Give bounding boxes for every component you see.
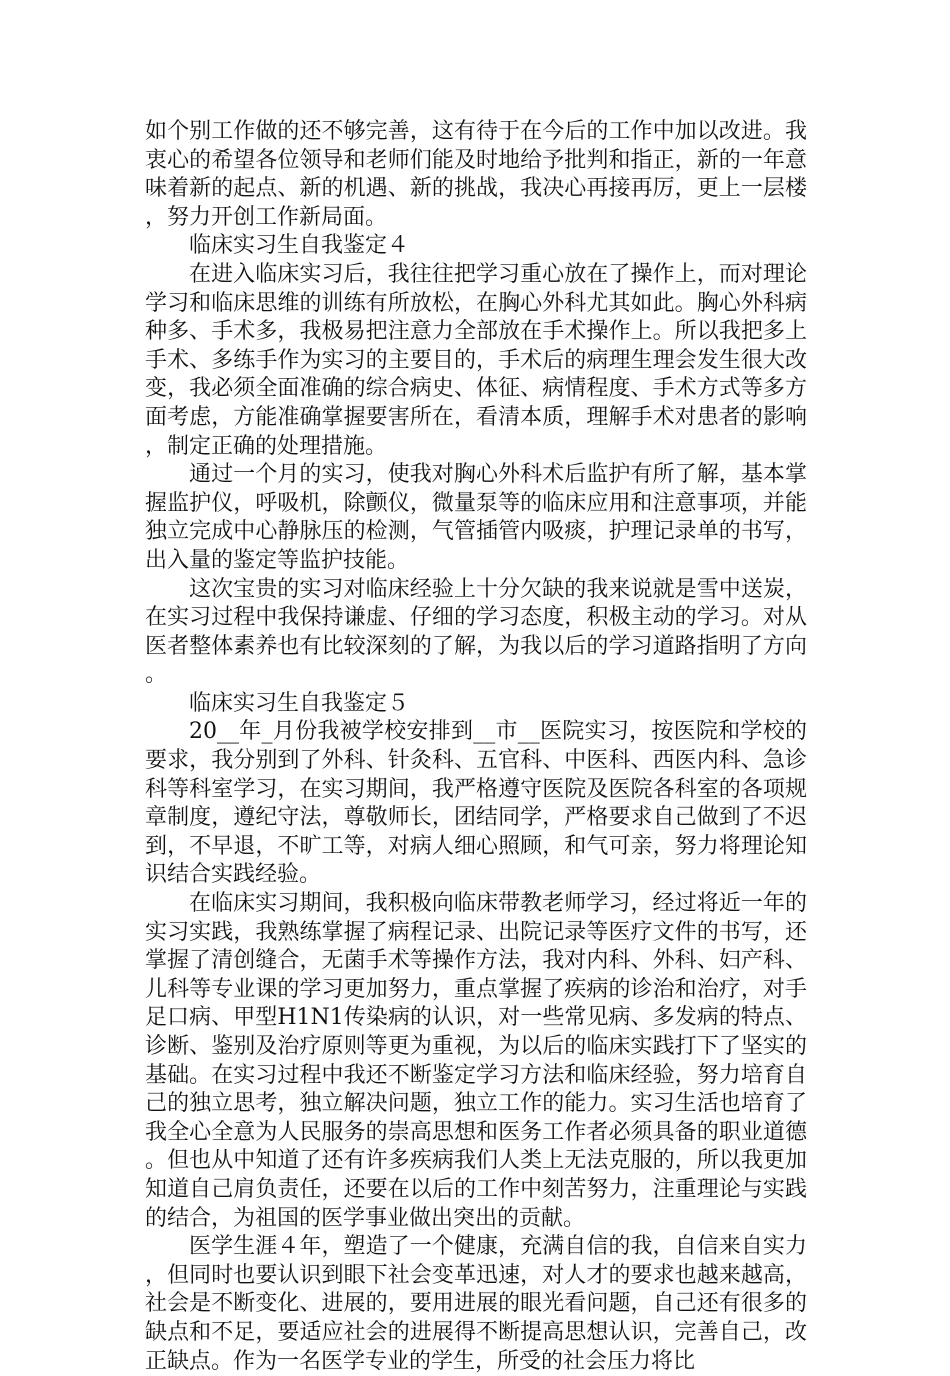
section-heading-4: 临床实习生自我鉴定４ xyxy=(189,233,410,259)
paragraph: 这次宝贵的实习对临床经验上十分欠缺的我来说就是雪中送炭，在实习过程中我保持谦虚、仔细的学习态度，积极主动的学习。对从医者整体素养也有比较深刻的了解，为我以后的学习道路指明了方向。 xyxy=(145,576,807,688)
paragraph: 通过一个月的实习，使我对胸心外科术后监护有所了解，基本掌握监护仪，呼吸机，除颤仪，微量泵等的临床应用和注意事项，并能独立完成中心静脉压的检测，气管插管内吸痰，护理记录单的书写，出入量的鉴定等监护技能。 xyxy=(145,462,807,573)
paragraph-continuation: 如个别工作做的还不够完善，这有待于在今后的工作中加以改进。我衷心的希望各位领导和老师们能及时地给予批判和指正，新的一年意味着新的起点、新的机遇、新的挑战，我决心再接再厉，更上一层楼，努力开创工作新局面。 xyxy=(145,119,807,230)
section-heading-5: 临床实习生自我鉴定５ xyxy=(189,690,410,716)
paragraph: 医学生涯４年，塑造了一个健康，充满自信的我，自信来自实力，但同时也要认识到眼下社会变革迅速，对人才的要求也越来越高，社会是不断变化、进展的，要用进展的眼光看问题，自己还有很多的缺点和不足，要适应社会的进展得不断提高思想认识，完善自己，改正缺点。作为一名医学专业的学生，所受的社会压力将比 xyxy=(145,1234,807,1374)
document-page xyxy=(145,118,807,1376)
paragraph: 20__年_月份我被学校安排到__市__医院实习，按医院和学校的要求，我分别到了外科、针灸科、五官科、中医科、西医内科、急诊科等科室学习，在实习期间，我严格遵守医院及医院各科室的各项规章制度，遵纪守法，尊敬师长，团结同学，严格要求自己做到了不迟到，不早退，不旷工等，对病人细心照顾，和气可亲，努力将理论知识结合实践经验。 xyxy=(145,719,807,888)
paragraph: 在临床实习期间，我积极向临床带教老师学习，经过将近一年的实习实践，我熟练掌握了病程记录、出院记录等医疗文件的书写，还掌握了清创缝合，无菌手术等操作方法，我对内科、外科、妇产科、儿科等专业课的学习更加努力，重点掌握了疾病的诊治和治疗，对手足口病、甲型H1N1传染病的认识，对一些常见病、多发病的特点、诊断、鉴别及治疗原则等更为重视，为以后的临床实践打下了坚实的基础。在实习过程中我还不断鉴定学习方法和临床经验，努力培育自己的独立思考，独立解决问题，独立工作的能力。实习生活也培育了我全心全意为人民服务的崇高思想和医务工作者必须具备的职业道德。但也从中知道了还有许多疾病我们人类上无法克服的，所以我更加知道自己肩负责任，还要在以后的工作中刻苦努力，注重理论与实践的结合，为祖国的医学事业做出突出的贡献。 xyxy=(145,891,807,1231)
paragraph: 在进入临床实习后，我往往把学习重心放在了操作上，而对理论学习和临床思维的训练有所放松，在胸心外科尤其如此。胸心外科病种多、手术多，我极易把注意力全部放在手术操作上。所以我把多上手术、多练手作为实习的主要目的，手术后的病理生理会发生很大改变，我必须全面准确的综合病史、体征、病情程度、手术方式等多方面考虑，方能准确掌握要害所在，看清本质，理解手术对患者的影响，制定正确的处理措施。 xyxy=(145,261,807,459)
